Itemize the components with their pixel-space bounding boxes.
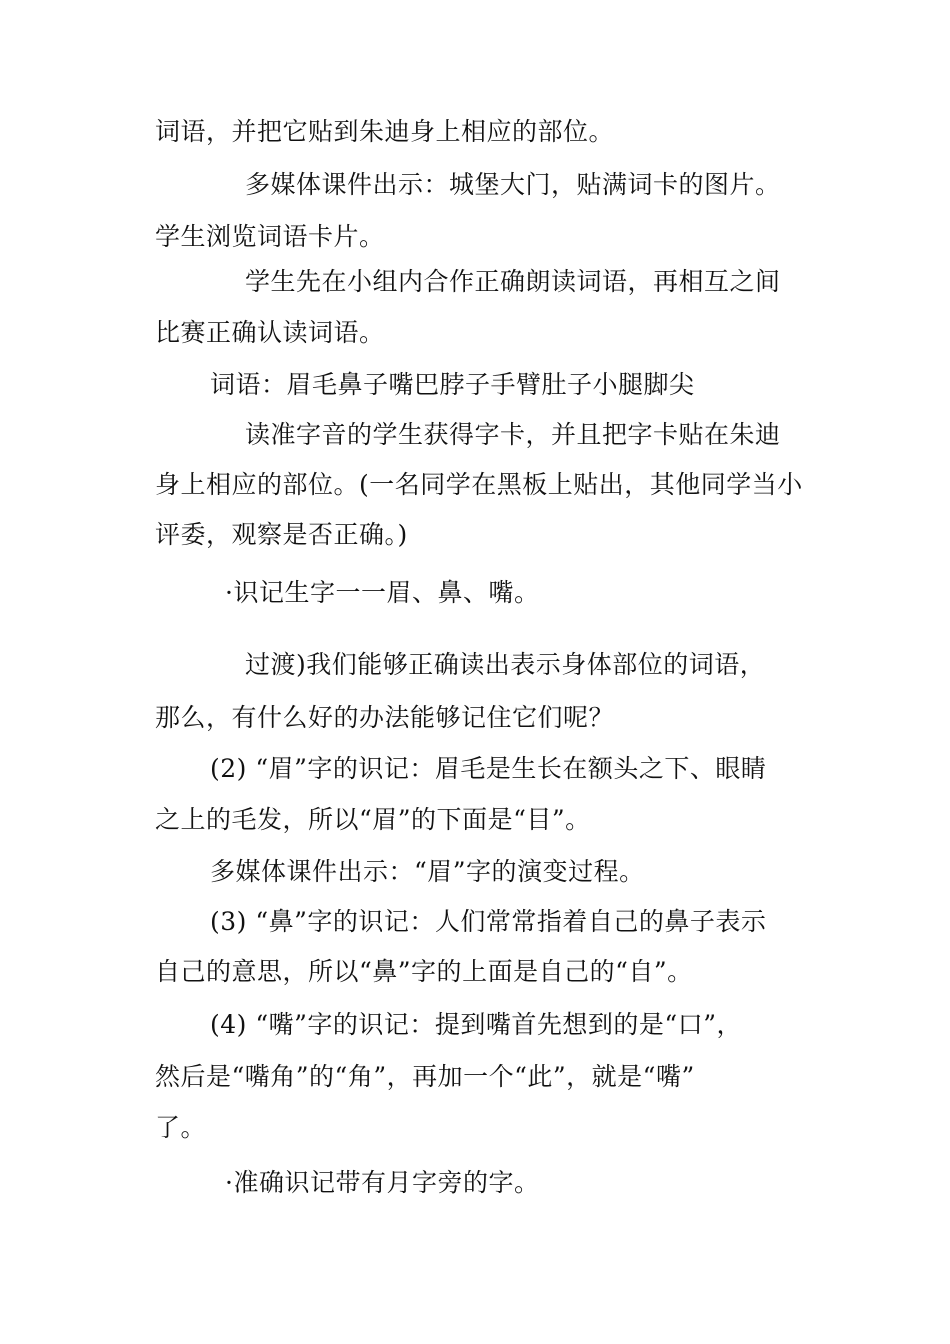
text-line: 身上相应的部位。(一名同学在黑板上贴出，其他同学当小 — [155, 470, 803, 499]
text-line: 了。 — [155, 1113, 207, 1142]
text-line: (3) “鼻”字的识记：人们常常指着自己的鼻子表示 — [210, 907, 767, 936]
text-line: 多媒体课件出示：“眉”字的演变过程。 — [210, 857, 645, 886]
text-line: 然后是“嘴角”的“角”，再加一个“此”，就是“嘴” — [155, 1062, 695, 1091]
text-line: 过渡)我们能够正确读出表示身体部位的词语， — [245, 650, 766, 679]
text-line: 那么，有什么好的办法能够记住它们呢？ — [155, 703, 615, 732]
text-line: 比赛正确认读词语。 — [155, 318, 385, 347]
text-line: 学生先在小组内合作正确朗读词语，再相互之间 — [245, 267, 781, 296]
vocabulary-line: 词语：眉毛鼻子嘴巴脖子手臂肚子小腿脚尖 — [210, 370, 695, 399]
text-line: 之上的毛发，所以“眉”的下面是“目”。 — [155, 805, 591, 834]
text-line: 自己的意思，所以“鼻”字的上面是自己的“自”。 — [155, 957, 693, 986]
text-line: 词语，并把它贴到朱迪身上相应的部位。 — [155, 117, 615, 146]
text-line: 多媒体课件出示：城堡大门，贴满词卡的图片。 — [245, 170, 781, 199]
text-line: 读准字音的学生获得字卡，并且把字卡贴在朱迪 — [245, 420, 781, 449]
section-heading: ·识记生字一一眉、鼻、嘴。 — [225, 578, 540, 607]
section-heading: ·准确识记带有月字旁的字。 — [225, 1168, 540, 1197]
text-line: (4) “嘴”字的识记：提到嘴首先想到的是“口”， — [210, 1010, 742, 1039]
text-line: (2) “眉”字的识记：眉毛是生长在额头之下、眼睛 — [210, 754, 767, 783]
text-line: 评委，观察是否正确。) — [155, 520, 408, 549]
text-line: 学生浏览词语卡片。 — [155, 222, 385, 251]
